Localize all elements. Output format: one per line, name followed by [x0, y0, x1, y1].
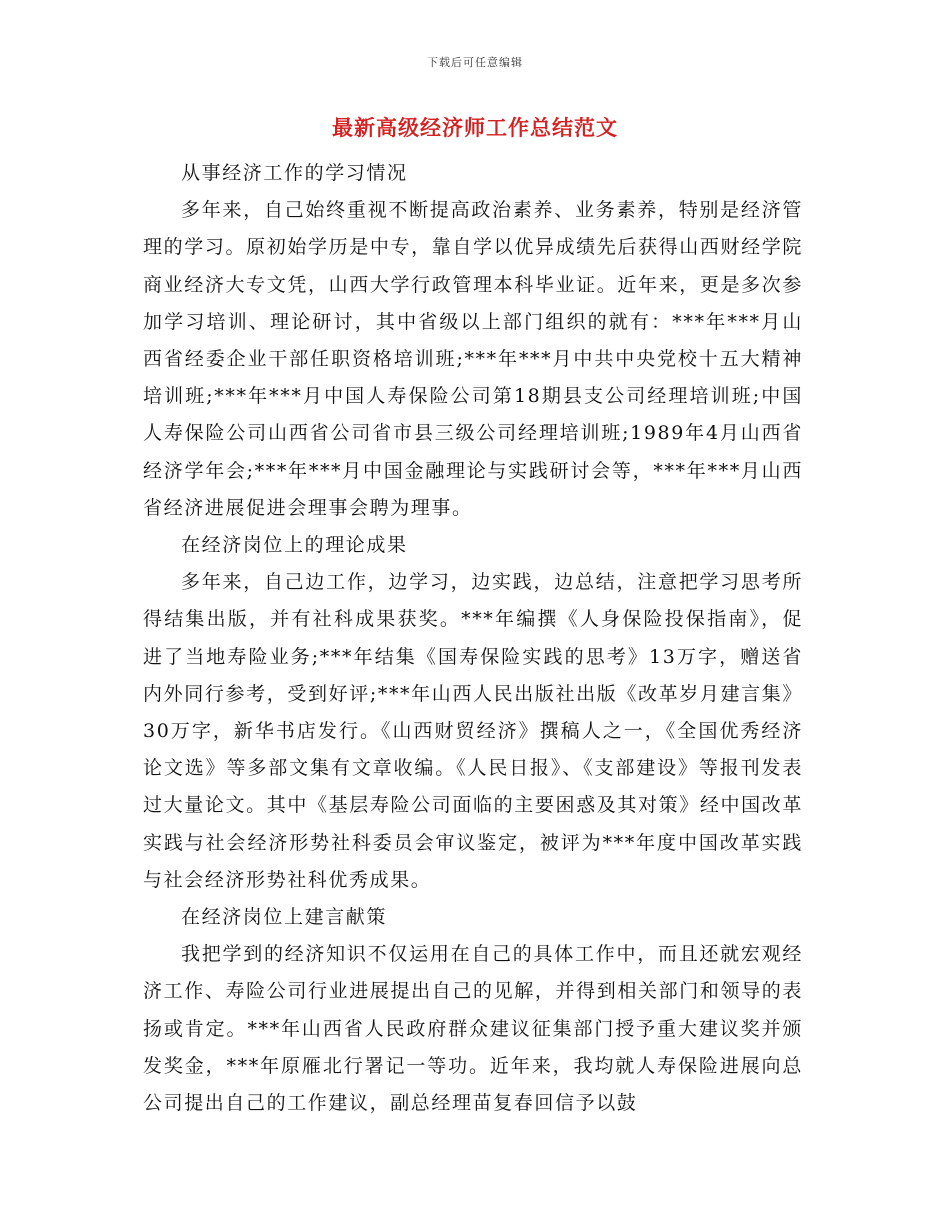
section-heading-advice: 在经济岗位上建言献策 [181, 906, 388, 929]
section-paragraph-study: 多年来，自己始终重视不断提高政治素养、业务素养，特别是经济管理的学习。原初始学历是中专，靠自学以优异成绩先后获得山西财经学院商业经济大专文凭，山西大学行政管理本科毕业证。近年来，更是多次参加学习培训、理论研讨，其中省级以上部门组织的就有：***年***月山西省经委企业干部任职资格培训班;***年***月中共中央党校十五大精神培训班;***年***月中国人寿保险公司第18期县支公司经理培训班;中国人寿保险公司山西省公司省市县三级公司经理培训班;1989年4月山西省经济学年会;***年***月中国金融理论与实践研讨会等，***年***月山西省经济进展促进会理事会聘为理事。 [143, 199, 803, 519]
section-paragraph-advice: 我把学到的经济知识不仅运用在自己的具体工作中，而且还就宏观经济工作、寿险公司行业进展提出自己的见解，并得到相关部门和领导的表扬或肯定。***年山西省人民政府群众建议征集部门授予重大建议奖并颁发奖金，***年原雁北行署记一等功。近年来，我均就人寿保险进展向总公司提出自己的工作建议，副总经理苗复春回信予以鼓 [143, 943, 803, 1115]
section-heading-study: 从事经济工作的学习情况 [181, 162, 408, 184]
document-body [143, 155, 803, 1122]
document-title: 最新高级经济师工作总结范文 [332, 116, 618, 140]
section-paragraph-theory: 多年来，自己边工作，边学习，边实践，边总结，注意把学习思考所得结集出版，并有社科成果获奖。***年编撰《人身保险投保指南》，促进了当地寿险业务;***年结集《国寿保险实践的思考》13万字，赠送省内外同行参考，受到好评;***年山西人民出版社出版《改革岁月建言集》30万字，新华书店发行。《山西财贸经济》撰稿人之一，《全国优秀经济论文选》等多部文集有文章收编。《人民日报》、《支部建设》等报刊发表过大量论文。其中《基层寿险公司面临的主要困惑及其对策》经中国改革实践与社会经济形势社科委员会审议鉴定，被评为***年度中国改革实践与社会经济形势社科优秀成果。 [143, 571, 803, 891]
section-heading-theory: 在经济岗位上的理论成果 [181, 534, 408, 557]
header-note: 下载后可任意编辑 [427, 56, 523, 69]
